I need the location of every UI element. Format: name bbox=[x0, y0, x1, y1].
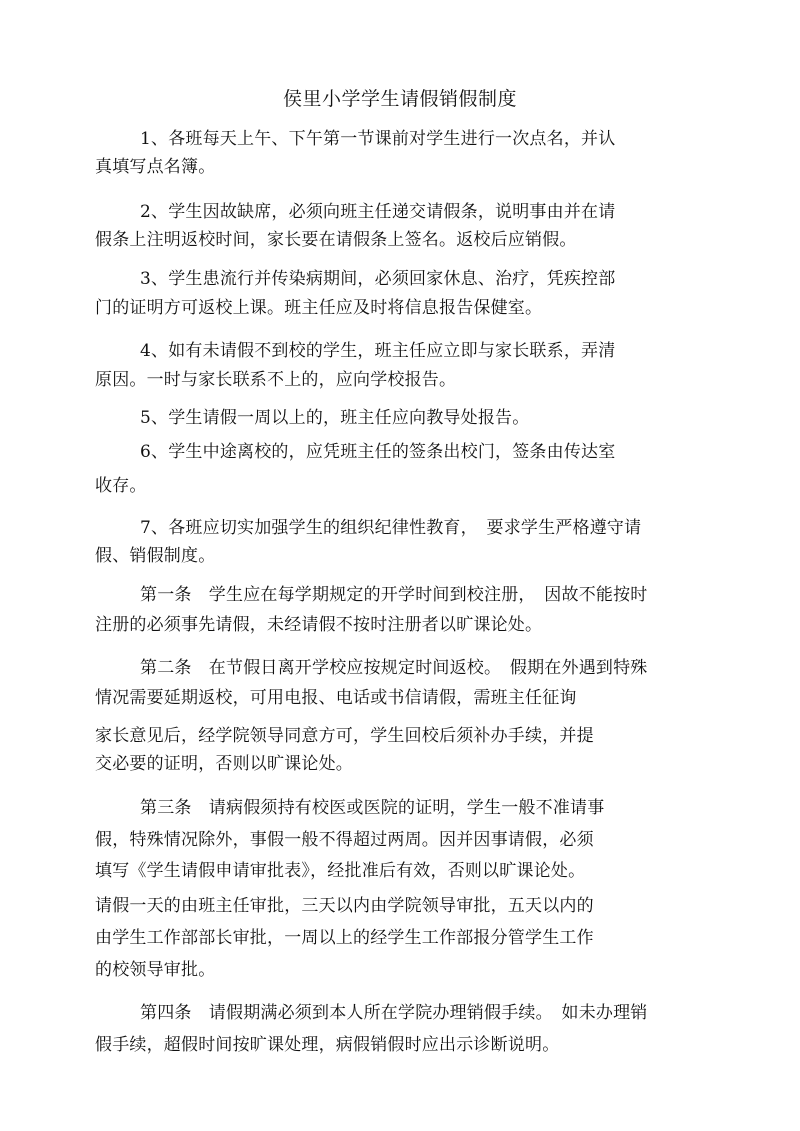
article-3-line-6: 的校领导审批。 bbox=[95, 960, 216, 980]
article-4-line-2: 假手续，超假时间按旷课处理，病假销假时应出示诊断说明。 bbox=[95, 1035, 560, 1055]
article-3-line-3: 填写《学生请假申请审批表》，经批准后有效，否则以旷课论处。 bbox=[95, 861, 586, 881]
article-3-line-1: 第三条 请病假须持有校医或医院的证明，学生一般不准请事 bbox=[140, 798, 605, 818]
rule-3-line-2: 门的证明方可返校上课。班主任应及时将信息报告保健室。 bbox=[95, 298, 543, 318]
article-3-line-5: 由学生工作部部长审批，一周以上的经学生工作部报分管学生工作 bbox=[95, 928, 594, 948]
rule-2-line-2: 假条上注明返校时间，家长要在请假条上签名。返校后应销假。 bbox=[95, 230, 577, 250]
rule-6-line-2: 收存。 bbox=[95, 476, 147, 496]
article-2-line-4: 交必要的证明，否则以旷课论处。 bbox=[95, 754, 353, 774]
article-3-line-2: 假，特殊情况除外，事假一般不得超过两周。因并因事请假，必须 bbox=[95, 830, 594, 850]
rule-7-line-1: 7、各班应切实加强学生的组织纪律性教育， 要求学生严格遵守请 bbox=[140, 518, 642, 538]
article-2-line-3: 家长意见后，经学院领导同意方可，学生回校后须补办手续，并提 bbox=[95, 726, 594, 746]
article-2-line-2: 情况需要延期返校，可用电报、电话或书信请假，需班主任征询 bbox=[95, 688, 577, 708]
document-title: 侯里小学学生请假销假制度 bbox=[282, 88, 517, 110]
article-1-line-2: 注册的必须事先请假，未经请假不按时注册者以旷课论处。 bbox=[95, 615, 543, 635]
rule-6-line-1: 6、学生中途离校的，应凭班主任的签条出校门，签条由传达室 bbox=[140, 442, 616, 462]
rule-5-line-1: 5、学生请假一周以上的，班主任应向教导处报告。 bbox=[140, 408, 530, 428]
rule-3-line-1: 3、学生患流行并传染病期间，必须回家休息、治疗，凭疾控部 bbox=[140, 269, 616, 289]
article-4-line-1: 第四条 请假期满必须到本人所在学院办理销假手续。 如未办理销 bbox=[140, 1003, 648, 1023]
rule-4-line-2: 原因。一时与家长联系不上的，应向学校报告。 bbox=[95, 370, 457, 390]
article-2-line-1: 第二条 在节假日离开学校应按规定时间返校。 假期在外遇到特殊 bbox=[140, 658, 648, 678]
rule-1-line-1: 1、各班每天上午、下午第一节课前对学生进行一次点名，并认 bbox=[140, 129, 616, 149]
article-1-line-1: 第一条 学生应在每学期规定的开学时间到校注册， 因故不能按时 bbox=[140, 585, 648, 605]
rule-1-line-2: 真填写点名簿。 bbox=[95, 157, 216, 177]
rule-7-line-2: 假、销假制度。 bbox=[95, 546, 216, 566]
article-3-line-4: 请假一天的由班主任审批，三天以内由学院领导审批，五天以内的 bbox=[95, 896, 594, 916]
rule-4-line-1: 4、如有未请假不到校的学生，班主任应立即与家长联系，弄清 bbox=[140, 341, 616, 361]
rule-2-line-1: 2、学生因故缺席，必须向班主任递交请假条，说明事由并在请 bbox=[140, 202, 616, 222]
